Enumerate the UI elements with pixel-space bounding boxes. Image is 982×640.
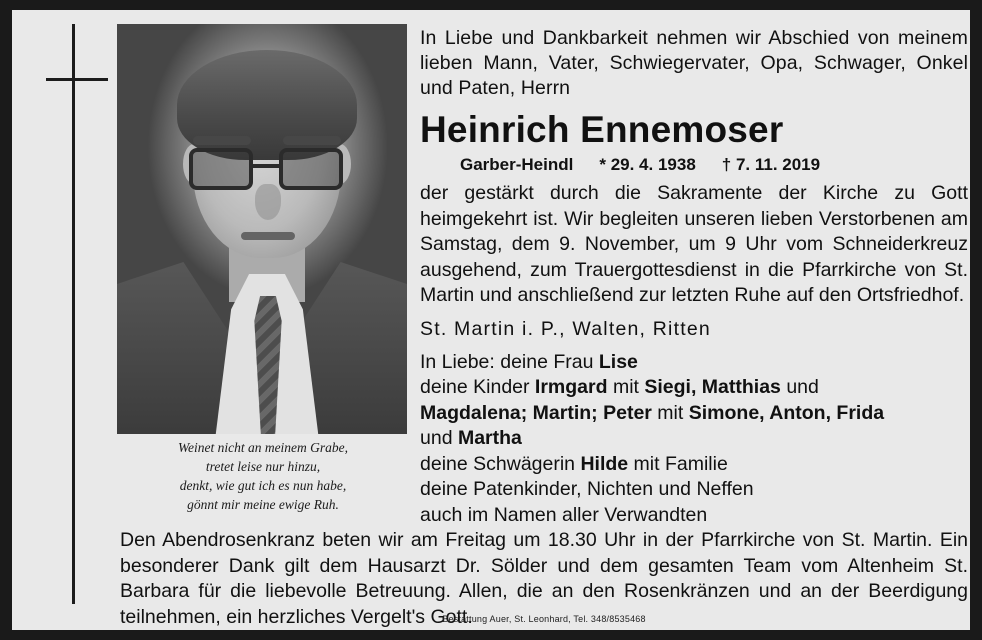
funeral-details-paragraph: der gestärkt durch die Sakramente der Kirche zu Gott heimgekehrt ist. Wir begleiten unseren lieben Verstorbenen am Samstag, dem 9. November, um 9 Uhr vom Schneiderkreuz ausgehend, zum Trauergottesdienst in die Pfarrkirche von St. Martin und anschließend zur letzten Ruhe auf den Ortsfriedhof. bbox=[420, 182, 968, 306]
notice-paper bbox=[12, 10, 970, 630]
rosary-paragraph: Den Abendrosenkranz beten wir am Freitag um 18.30 Uhr in der Pfarrkirche von St. Martin. Ein besonderer Dank gilt dem Hausarzt Dr. Sölder und dem gesamten Team vom Altenheim St. Barbara für die liebevolle Betreuung. Allen, die an den Rosenkränzen und an der Beerdigung teilnehmen, ein herzliches Vergelt's Gott. bbox=[120, 529, 968, 628]
lead-paragraph: In Liebe und Dankbarkeit nehmen wir Abschied von meinem lieben Mann, Vater, Schwiegervater, Opa, Schwager, Onkel und Paten, Herrn bbox=[420, 27, 968, 99]
suit-left-shoulder bbox=[117, 262, 229, 434]
poem-line: denkt, wie gut ich es nun habe, bbox=[179, 478, 347, 493]
family-line: deine Kinder Irmgard mit Siegi, Matthias und bbox=[420, 376, 819, 398]
eyebrow-right bbox=[283, 136, 341, 145]
deceased-name: Heinrich Ennemoser bbox=[420, 109, 784, 150]
funeral-home-credit: Bestattung Auer, St. Leonhard, Tel. 348/8535468 bbox=[442, 614, 646, 624]
glasses-bridge bbox=[253, 164, 279, 168]
eyebrow-left bbox=[193, 136, 251, 145]
death-date: † 7. 11. 2019 bbox=[721, 155, 821, 174]
family-block bbox=[420, 350, 968, 529]
cross-vertical-bar bbox=[72, 24, 75, 604]
family-line: deine Patenkinder, Nichten und Neffen bbox=[420, 478, 754, 500]
birth-date: * 29. 4. 1938 bbox=[599, 155, 696, 174]
place-line: St. Martin i. P., Walten, Ritten bbox=[420, 317, 711, 340]
poem-line: tretet leise nur hinzu, bbox=[205, 459, 321, 474]
lens-right bbox=[279, 148, 343, 190]
lens-left bbox=[189, 148, 253, 190]
family-line: In Liebe: deine Frau Lise bbox=[420, 350, 638, 373]
family-line: Magdalena; Martin; Peter mit Simone, Anton, Frida bbox=[420, 401, 885, 424]
poem-line: gönnt mir meine ewige Ruh. bbox=[187, 497, 339, 512]
portrait-photo bbox=[117, 24, 407, 434]
nickname: Garber-Heindl bbox=[460, 155, 574, 174]
poem-line: Weinet nicht an meinem Grabe, bbox=[177, 440, 349, 455]
family-line: und Martha bbox=[420, 427, 522, 449]
cross-horizontal-bar bbox=[46, 78, 108, 81]
name-dates-row bbox=[420, 155, 968, 175]
cross-icon bbox=[46, 24, 110, 604]
family-line: auch im Namen aller Verwandten bbox=[420, 503, 708, 526]
poem-block bbox=[117, 438, 409, 514]
family-line: deine Schwägerin Hilde mit Familie bbox=[420, 452, 728, 475]
portrait-background bbox=[117, 24, 407, 434]
main-text-column bbox=[420, 26, 968, 528]
nose-shape bbox=[255, 184, 281, 220]
mouth-shape bbox=[241, 232, 295, 240]
